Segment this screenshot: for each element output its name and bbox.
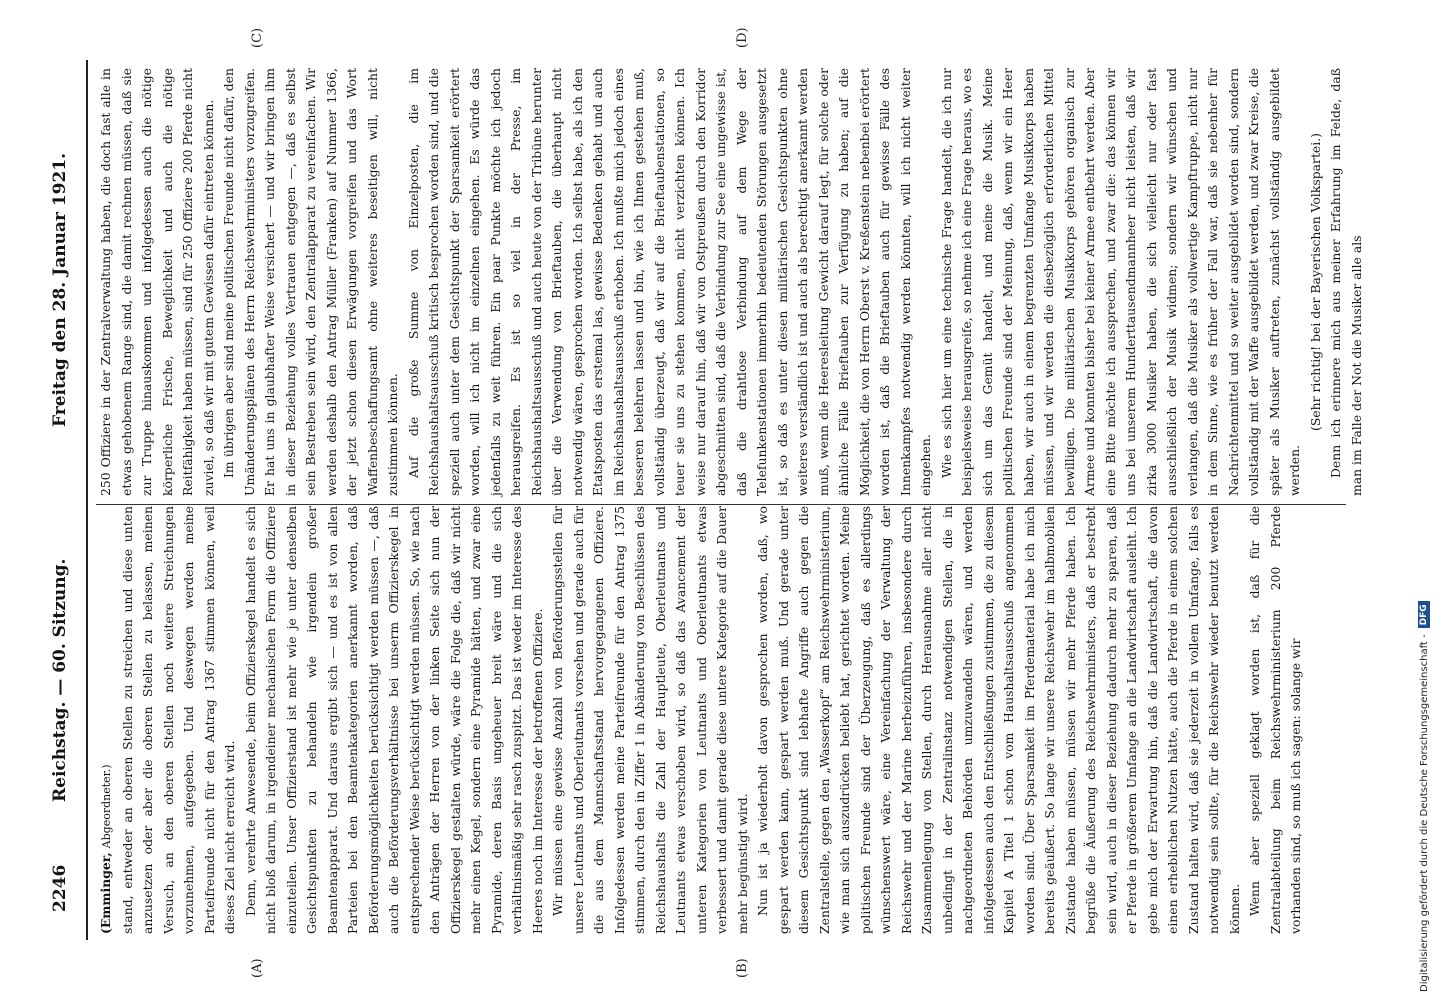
paragraph: Wie es sich hier um eine technische Frage handelt, die ich nur beispielsweise herausgreife, so nehme ich eine Frage heraus, wo es sich um das Gemüt handelt, und meine die Musik. Meine politischen Freunde sind der Meinung, daß, wenn wir ein Heer haben, wir auch in einem begrenzten Umfange Musikkorps haben müssen, und wir werden die diesbezüglich erforderlichen Mittel bewilligen. Die militärischen Musikkorps gehören organisch zur Armee und konnten bisher bei keiner Armee entbehrt werden. Aber eine Bitte möchte ich aussprechen, und zwar die: das können wir uns bei unserem Hunderttausendmannheer nicht leisten, daß wir zirka 3000 Musiker haben, die sich vielleicht nur oder fast ausschließlich der Musik widmen; sondern wir wünschen und verlangen, daß die Musiker als vollwertige Kampftruppe, nicht nur in dem Sinne, wie es früher der Fall war, daß sie nebenher für Nachrichtenmittel und so weiter ausgebildet worden sind, sondern vollständig mit der Waffe ausgebildet werden, und zwar Kreise, die später als Musiker auftreten, zunächst vollständig ausgebildet werden.	[938, 68, 1302, 496]
margin-marker-b: (B)	[735, 958, 750, 978]
paragraph: 250 Offiziere in der Zentralverwaltung haben, die doch fast alle in etwas gehobenem Range sind, die damit rechnen müssen, daß sie zur Truppe hinauskommen und infolgedessen auch die nötige körperliche Frische, Beweglichkeit und auch die nötige Reitfähigkeit haben müssen, sind für 250 Offiziere 200 Pferde nicht zuviel, so daß wir mit gutem Gewissen dafür eintreten können.	[98, 68, 216, 496]
paragraph: Nun ist ja wiederholt davon gesprochen worden, daß, wo gespart werden kann, gespart werden muß. Und gerade unter diesem Gesichtspunkt sind lebhafte Angriffe auch gegen die Zentralstelle, gegen den „Wasserkopf“ am Reichswehrministerium, wie man sich auszudrücken beliebt hat, gerichtet worden. Meine politischen Freunde sind der Überzeugung, daß es allerdings wünschenswert wäre, eine Vereinfachung der Verwaltung der Reichswehr und der Marine herbeizuführen, insbesondere durch Zusammenlegung von Stellen, durch Herausnahme aller nicht unbedingt in der Zentralinstanz notwendigen Stellen, die in nachgeordneten Behörden umzuwandeln wären, und werden infolgedessen auch den Entschließungen zustimmen, die zu diesem Kapitel A Titel 1 schon vom Haushaltsausschuß angenommen worden sind. Über Sparsamkeit im Pferdematerial habe ich mich bereits geäußert. So lange wir unsere Reichswehr im halbmobilen Zustande haben müssen, müssen wir mehr Pferde haben. Ich begrüße die Äußerung des Reichswehrministers, daß er bestrebt sein wird, auch in dieser Beziehung dadurch mehr zu sparen, daß er Pferde in größerem Umfange an die Landwirtschaft ausleiht. Ich gebe mich der Erwartung hin, daß die Landwirtschaft, die davon einen erheblichen Nutzen hätte, auch die Pferde in einem solchen Zustand halten wird, daß sie jederzeit in vollem Umfange, falls es notwendig sein sollte, für die Reichswehr wieder benutzt werden können.	[755, 506, 1242, 934]
margin-marker-a: (A)	[250, 958, 265, 978]
speaker-line	[96, 506, 118, 934]
credit-text: Digitalisierung gefördert durch die Deutsche Forschungsgemeinschaft -	[1418, 634, 1430, 992]
margin-marker-c: (C)	[250, 27, 265, 48]
interjection: (Sehr richtig! bei der Bayerischen Volkspartei.)	[1307, 132, 1323, 432]
paragraph: Denn, verehrte Anwesende, beim Offizierskegel handelt es sich nicht bloß darum, in irgendeiner mechanischen Form die Offiziere einzuteilen. Unser Offizierstand ist mehr wie je unter denselben Gesichtspunkten zu behandeln wie irgendein großer Beamtenapparat. Und daraus ergibt sich — und es ist von allen Parteien bei den Beamtenkategorien anerkannt worden, daß Beförderungsmöglichkeiten berücksichtigt werden müssen —, daß auch die Beförderungsverhältnisse bei unserm Offizierskegel in entsprechender Weise berücksichtigt werden müssen. So, wie nach den Anträgen der Herren von der linken Seite sich nun der Offizierskegel gestalten würde, wäre die Folge die, daß wir nicht mehr einen Kegel, sondern eine Pyramide hätten, und zwar eine Pyramide, deren Basis ungeheuer breit wäre und die sich verhältnismäßig sehr rasch zuspitzt. Das ist weder im Interesse des Heeres noch im Interesse der betroffenen Offiziere.	[242, 506, 545, 934]
right-column	[96, 68, 1367, 496]
page-header	[40, 72, 80, 912]
paragraph: Wir müssen eine gewisse Anzahl von Beförderungsstellen für unsere Leutnants und Oberleutnants vorsehen und gerade auch für die aus dem Mannschaftsstand hervorgegangenen Offiziere. Infolgedessen werden meine Parteifreunde für den Antrag 1375 stimmen, durch den in Ziffer 1 in Abänderung von Beschlüssen des Reichshaushalts die Zahl der Hauptleute, Oberleutnants und Leutnants etwas verschoben wird, so daß das Avancement der unteren Kategorien von Leutnants und Oberleutnants etwas verbessert und damit gerade diese untere Kategorie auf die Dauer mehr begünstigt wird.	[550, 506, 750, 934]
paragraph: Auf die große Summe von Einzelposten, die im Reichshaushaltsausschuß kritisch besprochen worden sind, und die speziell auch unter dem Gesichtspunkt der Sparsamkeit erörtert worden, will ich nicht im einzelnen eingehen. Es würde das jedenfalls zu weit führen. Ein paar Punkte möchte ich jedoch herausgreifen. Es ist so viel in der Presse, im Reichshaushaltsausschuß und auch heute von der Tribüne herunter über die Verwendung von Brieftauben, die überhaupt nicht notwendig wären, gesprochen worden. Ich selbst habe, als ich den Etatsposten das erstemal las, gewisse Bedenken gehabt und auch im Reichshaushaltsausschuß erhoben. Ich mußte mich jedoch eines besseren belehren lassen und bin, wie ich Ihnen gestehen muß, vollständig überzeugt, daß wir auf die Brieftaubenstationen, so teuer sie uns zu stehen kommen, nicht verzichten können. Ich weise nur darauf hin, daß wir von Ostpreußen durch den Korridor abgeschnitten sind, daß die Verbindung zur See eine ungewisse ist, daß die drahtlose Verbindung auf dem Wege der Telefunkenstationen immerhin bedeutenden Störungen ausgesetzt ist, so daß es unter diesen militärischen Gesichtspunkten ohne weiteres verständlich ist und auch als berechtigt anerkannt werden muß, wenn die Heeresleitung Gewicht darauf legt, für solche oder ähnliche Fälle Brieftauben zur Verfügung zu haben; auf die Möglichkeit, die von Herrn Oberst v. Kreßenstein nebenbei erörtert worden ist, daß die Brieftauben auch für gewisse Fälle des Innenkampfes notwendig werden könnten, will ich nicht weiter eingehen.	[405, 68, 933, 496]
paragraph: Wenn aber speziell geklagt worden ist, daß für die Zentralabteilung beim Reichswehrministerium 200 Pferde vorhanden sind, so muß ich sagen: solange wir	[1247, 506, 1303, 934]
column-divider	[96, 504, 1346, 505]
header-rule	[86, 60, 88, 940]
dfg-logo: DFG	[1418, 601, 1430, 628]
margin-marker-d: (D)	[735, 27, 750, 48]
digitization-credit	[1418, 601, 1430, 992]
left-column	[96, 506, 1307, 934]
speaker-role: Abgeordneter.)	[100, 764, 113, 849]
paragraph: Denn ich erinnere mich aus meiner Erfahrung im Felde, daß man im Falle der Not die Musiker alle als	[1328, 68, 1364, 496]
session-title: Reichstag. — 60. Sitzung.	[50, 558, 70, 802]
paragraph: Im übrigen aber sind meine politischen Freunde nicht dafür, den Umänderungsplänen des Herrn Reichswehrministers vorzugreifen. Er hat uns in glaubhafter Weise versichert — und wir bringen ihm in dieser Beziehung volles Vertrauen entgegen —, daß es selbst sein Bestreben sein wird, den Zentralapparat zu vereinfachen. Wir werden deshalb den Antrag Müller (Franken) auf Nummer 1366, der jetzt schon diesen Erwägungen vorgreifen und das Wort Waffenbeschaffungsamt ohne weiteres beseitigen will, nicht zustimmen können.	[221, 68, 400, 496]
paragraph: stand, entweder an oberen Stellen zu streichen und diese unten anzusetzen oder aber die oberen Stellen zu belassen, meinen Versuch, an den oberen Stellen noch weitere Streichungen vorzunehmen, aufgegeben. Und deswegen werden meine Parteifreunde nicht für den Antrag 1367 stimmen können, weil dieses Ziel nicht erreicht wird.	[119, 506, 237, 934]
session-date: Freitag den 28. Januar 1921.	[50, 152, 70, 427]
speaker-name: (Emminger,	[98, 852, 113, 934]
page-number: 2246	[50, 864, 70, 912]
